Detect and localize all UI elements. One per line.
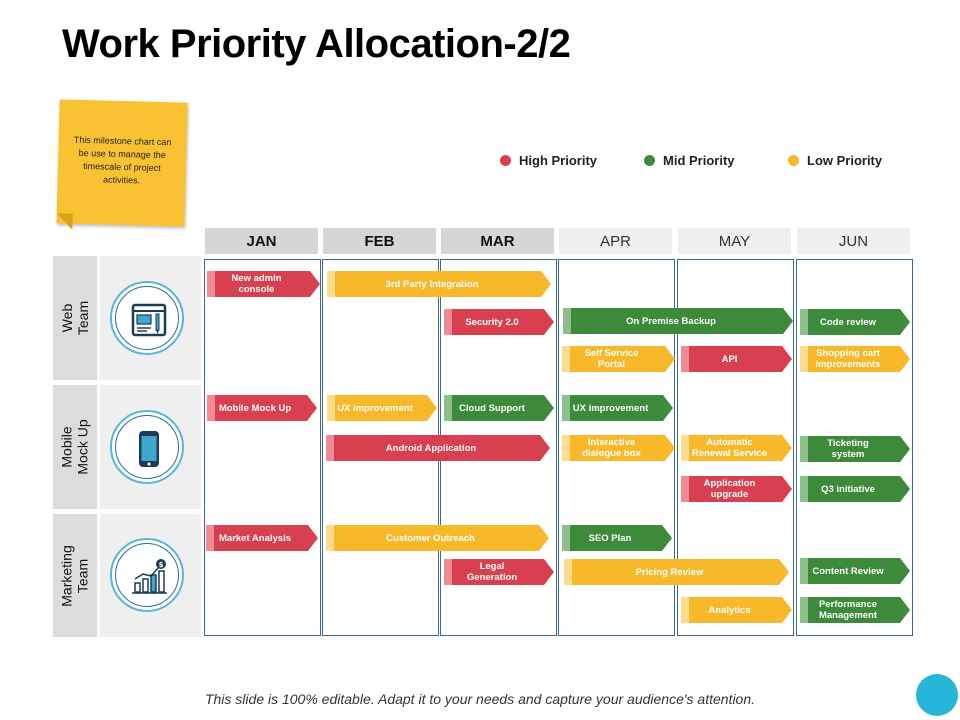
- svg-text:$: $: [158, 561, 164, 569]
- team-icon-panel-mobile: [100, 385, 201, 509]
- sticky-note-fold: [56, 213, 72, 229]
- legend-label-low: Low Priority: [807, 153, 883, 168]
- task-on-premise-backup[interactable]: On Premise Backup: [563, 308, 783, 334]
- web-design-icon: [129, 300, 169, 340]
- task-ux-improvement-feb[interactable]: UX improvement: [327, 395, 427, 421]
- month-header-mar: MAR: [441, 228, 554, 254]
- high-priority-dot-icon: [500, 155, 511, 166]
- team-label-web: [53, 256, 97, 380]
- mobile-team-badge: [110, 410, 184, 484]
- task-code-review[interactable]: Code review: [800, 309, 900, 335]
- task-q3-initiative[interactable]: Q3 initiative: [800, 476, 900, 502]
- task-market-analysis[interactable]: Market Analysis: [206, 525, 308, 551]
- decorative-circle: [916, 674, 958, 716]
- task-interactive-dialogue-box[interactable]: Interactive dialogue box: [562, 435, 665, 461]
- month-header-jan: JAN: [205, 228, 318, 254]
- smartphone-icon: [129, 429, 169, 469]
- task-self-service-portal[interactable]: Self Service Portal: [562, 346, 665, 372]
- task-android-application[interactable]: Android Application: [326, 435, 540, 461]
- task-api[interactable]: API: [681, 346, 782, 372]
- legend-mid-priority: [644, 153, 735, 168]
- month-header-jun: JUN: [797, 228, 910, 254]
- low-priority-dot-icon: [788, 155, 799, 166]
- task-pricing-review[interactable]: Pricing Review: [564, 559, 779, 585]
- sticky-note-text: This milestone chart can be use to manage the timescale of project activities.: [73, 134, 172, 186]
- task-legal-generation[interactable]: Legal Generation: [444, 559, 544, 585]
- task-mobile-mock-up[interactable]: Mobile Mock Up: [207, 395, 307, 421]
- sticky-note: [56, 99, 187, 230]
- slide-footer: This slide is 100% editable. Adapt it to your needs and capture your audience's attention.: [204, 691, 756, 707]
- team-label-mobile: [53, 385, 97, 509]
- team-label-marketing: [53, 514, 97, 637]
- task-seo-plan[interactable]: SEO Plan: [562, 525, 662, 551]
- legend-high-priority: [500, 153, 597, 168]
- team-label-marketing-text: Marketing Team: [59, 544, 91, 607]
- team-label-web-text: Web Team: [58, 300, 91, 336]
- task-performance-management[interactable]: Performance Management: [800, 597, 900, 623]
- legend-label-high: High Priority: [519, 153, 598, 168]
- growth-chart-icon: [129, 557, 169, 597]
- team-icon-panel-marketing: [100, 514, 201, 637]
- slide-title: Work Priority Allocation-2/2: [62, 22, 571, 66]
- month-header-may: MAY: [678, 228, 791, 254]
- task-automatic-renewal-service[interactable]: Automatic Renewal Service: [681, 435, 782, 461]
- task-ticketing-system[interactable]: Ticketing system: [800, 436, 900, 462]
- task-application-upgrade[interactable]: Application upgrade: [681, 476, 782, 502]
- task-content-review[interactable]: Content Review: [800, 558, 900, 584]
- task-3rd-party-integration[interactable]: 3rd Party Integration: [327, 271, 541, 297]
- task-shopping-cart-improvements[interactable]: Shopping cart improvements: [800, 346, 900, 372]
- team-icon-panel-web: [100, 256, 201, 380]
- month-header-feb: FEB: [323, 228, 436, 254]
- web-team-badge: [110, 281, 184, 355]
- marketing-team-badge: [110, 538, 184, 612]
- task-new-admin-console[interactable]: New admin console: [207, 271, 310, 297]
- task-cloud-support[interactable]: Cloud Support: [444, 395, 544, 421]
- task-analytics[interactable]: Analytics: [681, 597, 782, 623]
- legend-low-priority: [788, 153, 882, 168]
- month-header-apr: APR: [559, 228, 672, 254]
- legend-label-mid: Mid Priority: [663, 153, 735, 168]
- task-customer-outreach[interactable]: Customer Outreach: [326, 525, 539, 551]
- mid-priority-dot-icon: [644, 155, 655, 166]
- month-column-jan: [204, 259, 321, 636]
- team-label-mobile-text: Mobile Mock Up: [59, 419, 92, 475]
- task-security-2-0[interactable]: Security 2.0: [444, 309, 544, 335]
- task-ux-improvement-apr[interactable]: UX improvement: [562, 395, 663, 421]
